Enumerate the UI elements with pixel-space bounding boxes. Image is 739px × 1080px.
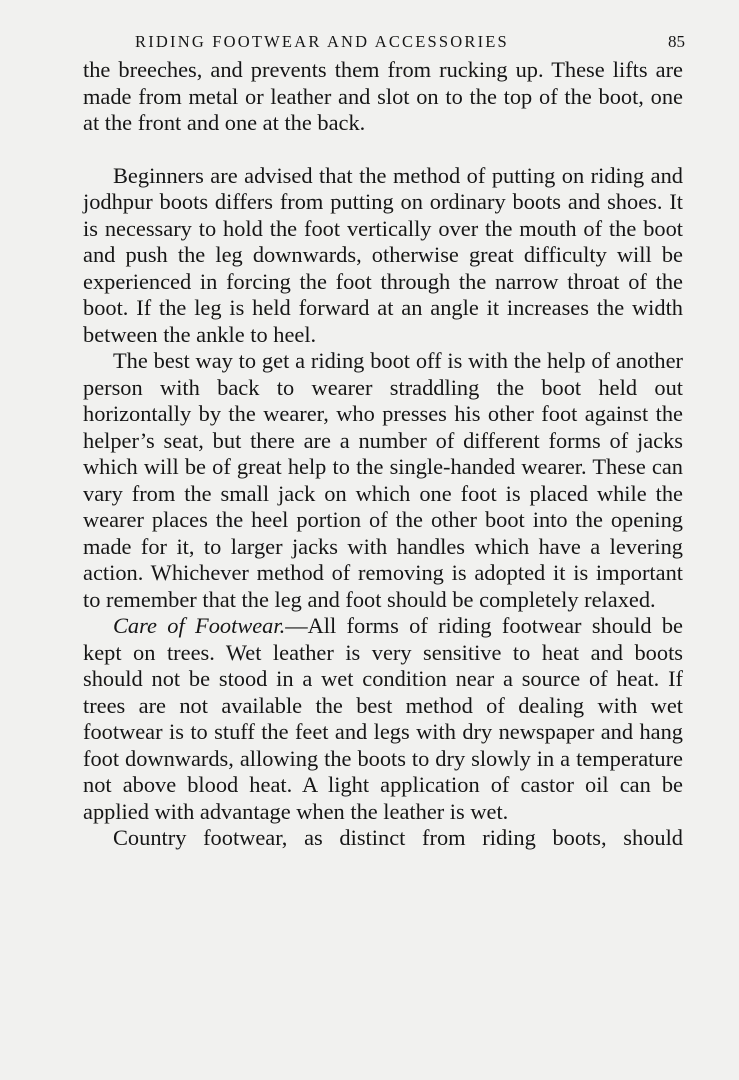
paragraph-boot-lifts: the breeches, and prevents them from rucking up. These lifts are made from metal or leather and slot on to the top of the boot, one at the front and one at the back. [83, 57, 683, 135]
care-of-footwear-text: —All forms of riding footwear should be kept on trees. Wet leather is very sensitive to heat and boots should not be stood in a wet condition near a source of heat. If trees are not available the best method of dealing with wet footwear is to stuff the feet and legs with dry newspaper and hang foot downwards, allowing the boots to dry slowly in a temperature not above blood heat. A light application of castor oil can be applied with advantage when the leather is wet. [83, 613, 683, 824]
running-head [83, 30, 683, 54]
paragraph-country-footwear: Country footwear, as distinct from riding boots, should [113, 825, 683, 850]
paragraph-removing-boots: The best way to get a riding boot off is with the help of another person with back to wearer straddling the boot held out horizontally by the wearer, who presses his other foot against the helper’s seat, but there are a number of different forms of jacks which will be of great help to the single-handed wearer. These can vary from the small jack on which one foot is placed while the wearer places the heel portion of the other boot into the opening made for it, to larger jacks with handles which have a levering action. Whichever method of removing is adopted it is important to remember that the leg and foot should be completely relaxed. [83, 348, 683, 612]
paragraph-care-of-footwear [83, 613, 683, 825]
care-of-footwear-heading: Care of Footwear. [113, 613, 286, 638]
body-text [83, 57, 683, 852]
running-title: RIDING FOOTWEAR AND ACCESSORIES [135, 32, 509, 51]
paragraph-putting-on-boots: Beginners are advised that the method of putting on riding and jodhpur boots differs from putting on ordinary boots and shoes. It is necessary to hold the foot vertically over the mouth of the boot and push the leg downwards, otherwise great difficulty will be experienced in forcing the foot through the narrow throat of the boot. If the leg is held forward at an angle it increases the width between the ankle to heel. [83, 162, 683, 347]
page-number: 85 [668, 32, 685, 51]
